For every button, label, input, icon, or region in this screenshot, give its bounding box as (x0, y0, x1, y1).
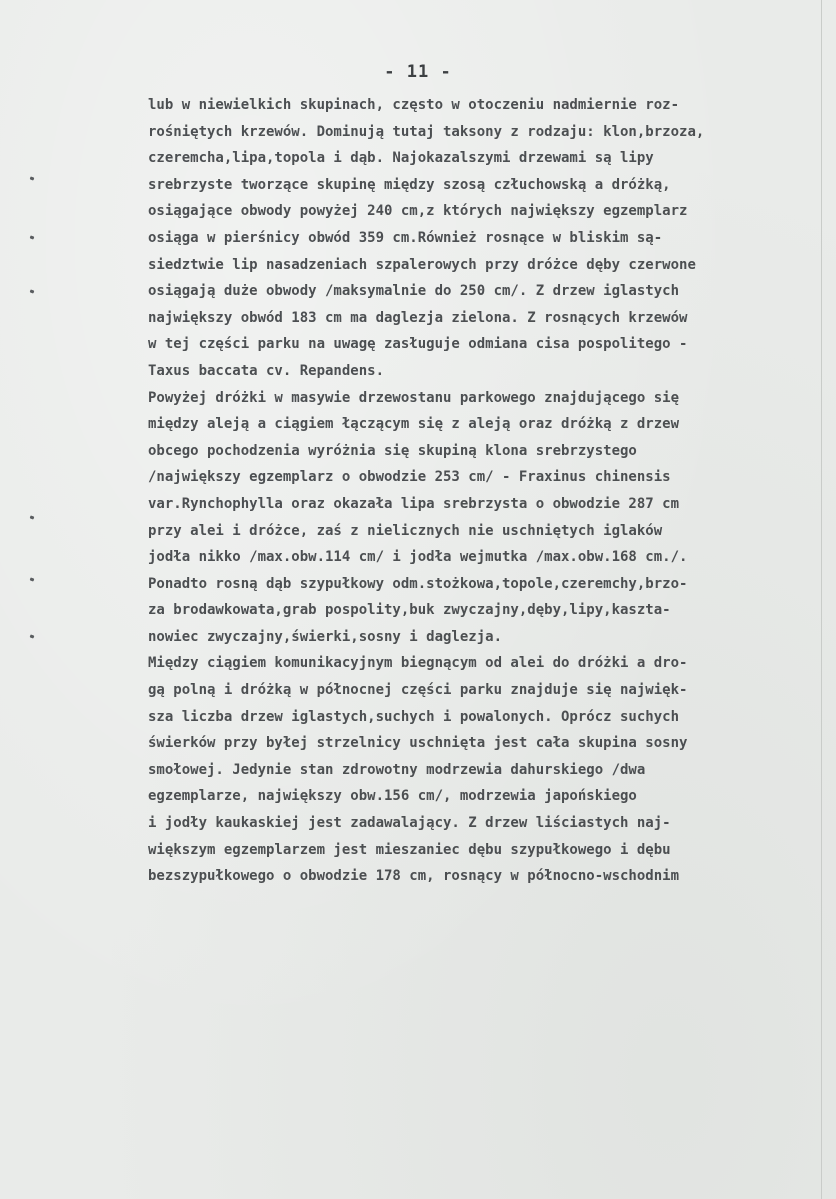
text-line: świerków przy byłej strzelnicy uschnięta jest cała skupina sosny (148, 735, 688, 752)
text-line: Taxus baccata cv. Repandens. (148, 362, 385, 379)
text-line: gą polną i dróżką w północnej części parku znajduje się najwięk- (148, 682, 688, 699)
margin-mark (30, 515, 35, 519)
sheet-edge (821, 0, 822, 1199)
text-line: w tej części parku na uwagę zasługuje odmiana cisa pospolitego - (148, 336, 688, 353)
text-line: egzemplarze, największy obw.156 cm/, modrzewia japońskiego (148, 788, 637, 805)
text-line: Ponadto rosną dąb szypułkowy odm.stożkowa,topole,czeremchy,brzo- (148, 575, 688, 592)
text-line: między aleją a ciągiem łączącym się z aleją oraz dróżką z drzew (148, 416, 680, 433)
text-line: i jodły kaukaskiej jest zadawalający. Z drzew liściastych naj- (148, 815, 671, 832)
text-line: sza liczba drzew iglastych,suchych i powalonych. Oprócz suchych (148, 708, 680, 725)
text-line: jodła nikko /max.obw.114 cm/ i jodła wejmutka /max.obw.168 cm./. (148, 549, 688, 566)
text-line: smołowej. Jedynie stan zdrowotny modrzewia dahurskiego /dwa (148, 761, 646, 778)
margin-mark (30, 235, 35, 239)
margin-mark (30, 176, 35, 180)
text-line: większym egzemplarzem jest mieszaniec dębu szypułkowego i dębu (148, 841, 671, 858)
margin-mark (30, 577, 35, 581)
text-line: obcego pochodzenia wyróżnia się skupiną klona srebrzystego (148, 442, 637, 459)
text-line: osiągające obwody powyżej 240 cm,z których największy egzemplarz (148, 203, 688, 220)
margin-mark (30, 289, 35, 293)
text-line: największy obwód 183 cm ma daglezja zielona. Z rosnących krzewów (148, 309, 688, 326)
typed-text-body (148, 92, 820, 890)
text-line: za brodawkowata,grab pospolity,buk zwyczajny,dęby,lipy,kaszta- (148, 602, 671, 619)
text-line: nowiec zwyczajny,świerki,sosny i daglezja. (148, 628, 503, 645)
text-line: przy alei i dróżce, zaś z nielicznych nie uschniętych iglaków (148, 522, 663, 539)
page-number: - 11 - (384, 62, 452, 82)
text-line: Powyżej dróżki w masywie drzewostanu parkowego znajdującego się (148, 389, 680, 406)
text-line: Między ciągiem komunikacyjnym biegnącym od alei do dróżki a dro- (148, 655, 688, 672)
text-line: var.Rynchophylla oraz okazała lipa srebrzysta o obwodzie 287 cm (148, 495, 680, 512)
text-line: rośniętych krzewów. Dominują tutaj taksony z rodzaju: klon,brzoza, (148, 123, 705, 140)
text-line: /największy egzemplarz o obwodzie 253 cm/ - Fraxinus chinensis (148, 469, 671, 486)
text-line: lub w niewielkich skupinach, często w otoczeniu nadmiernie roz- (148, 97, 680, 113)
text-line: osiąga w pierśnicy obwód 359 cm.Również rosnące w bliskim są- (148, 229, 663, 246)
text-line: osiągają duże obwody /maksymalnie do 250 cm/. Z drzew iglastych (148, 283, 680, 300)
text-line: czeremcha,lipa,topola i dąb. Najokazalszymi drzewami są lipy (148, 150, 654, 167)
text-line: srebrzyste tworzące skupinę między szosą człuchowską a dróżką, (148, 176, 671, 193)
text-line: bezszypułkowego o obwodzie 178 cm, rosnący w północno-wschodnim (148, 868, 680, 885)
text-line: siedztwie lip nasadzeniach szpalerowych przy dróżce dęby czerwone (148, 256, 696, 273)
margin-mark (30, 634, 35, 638)
